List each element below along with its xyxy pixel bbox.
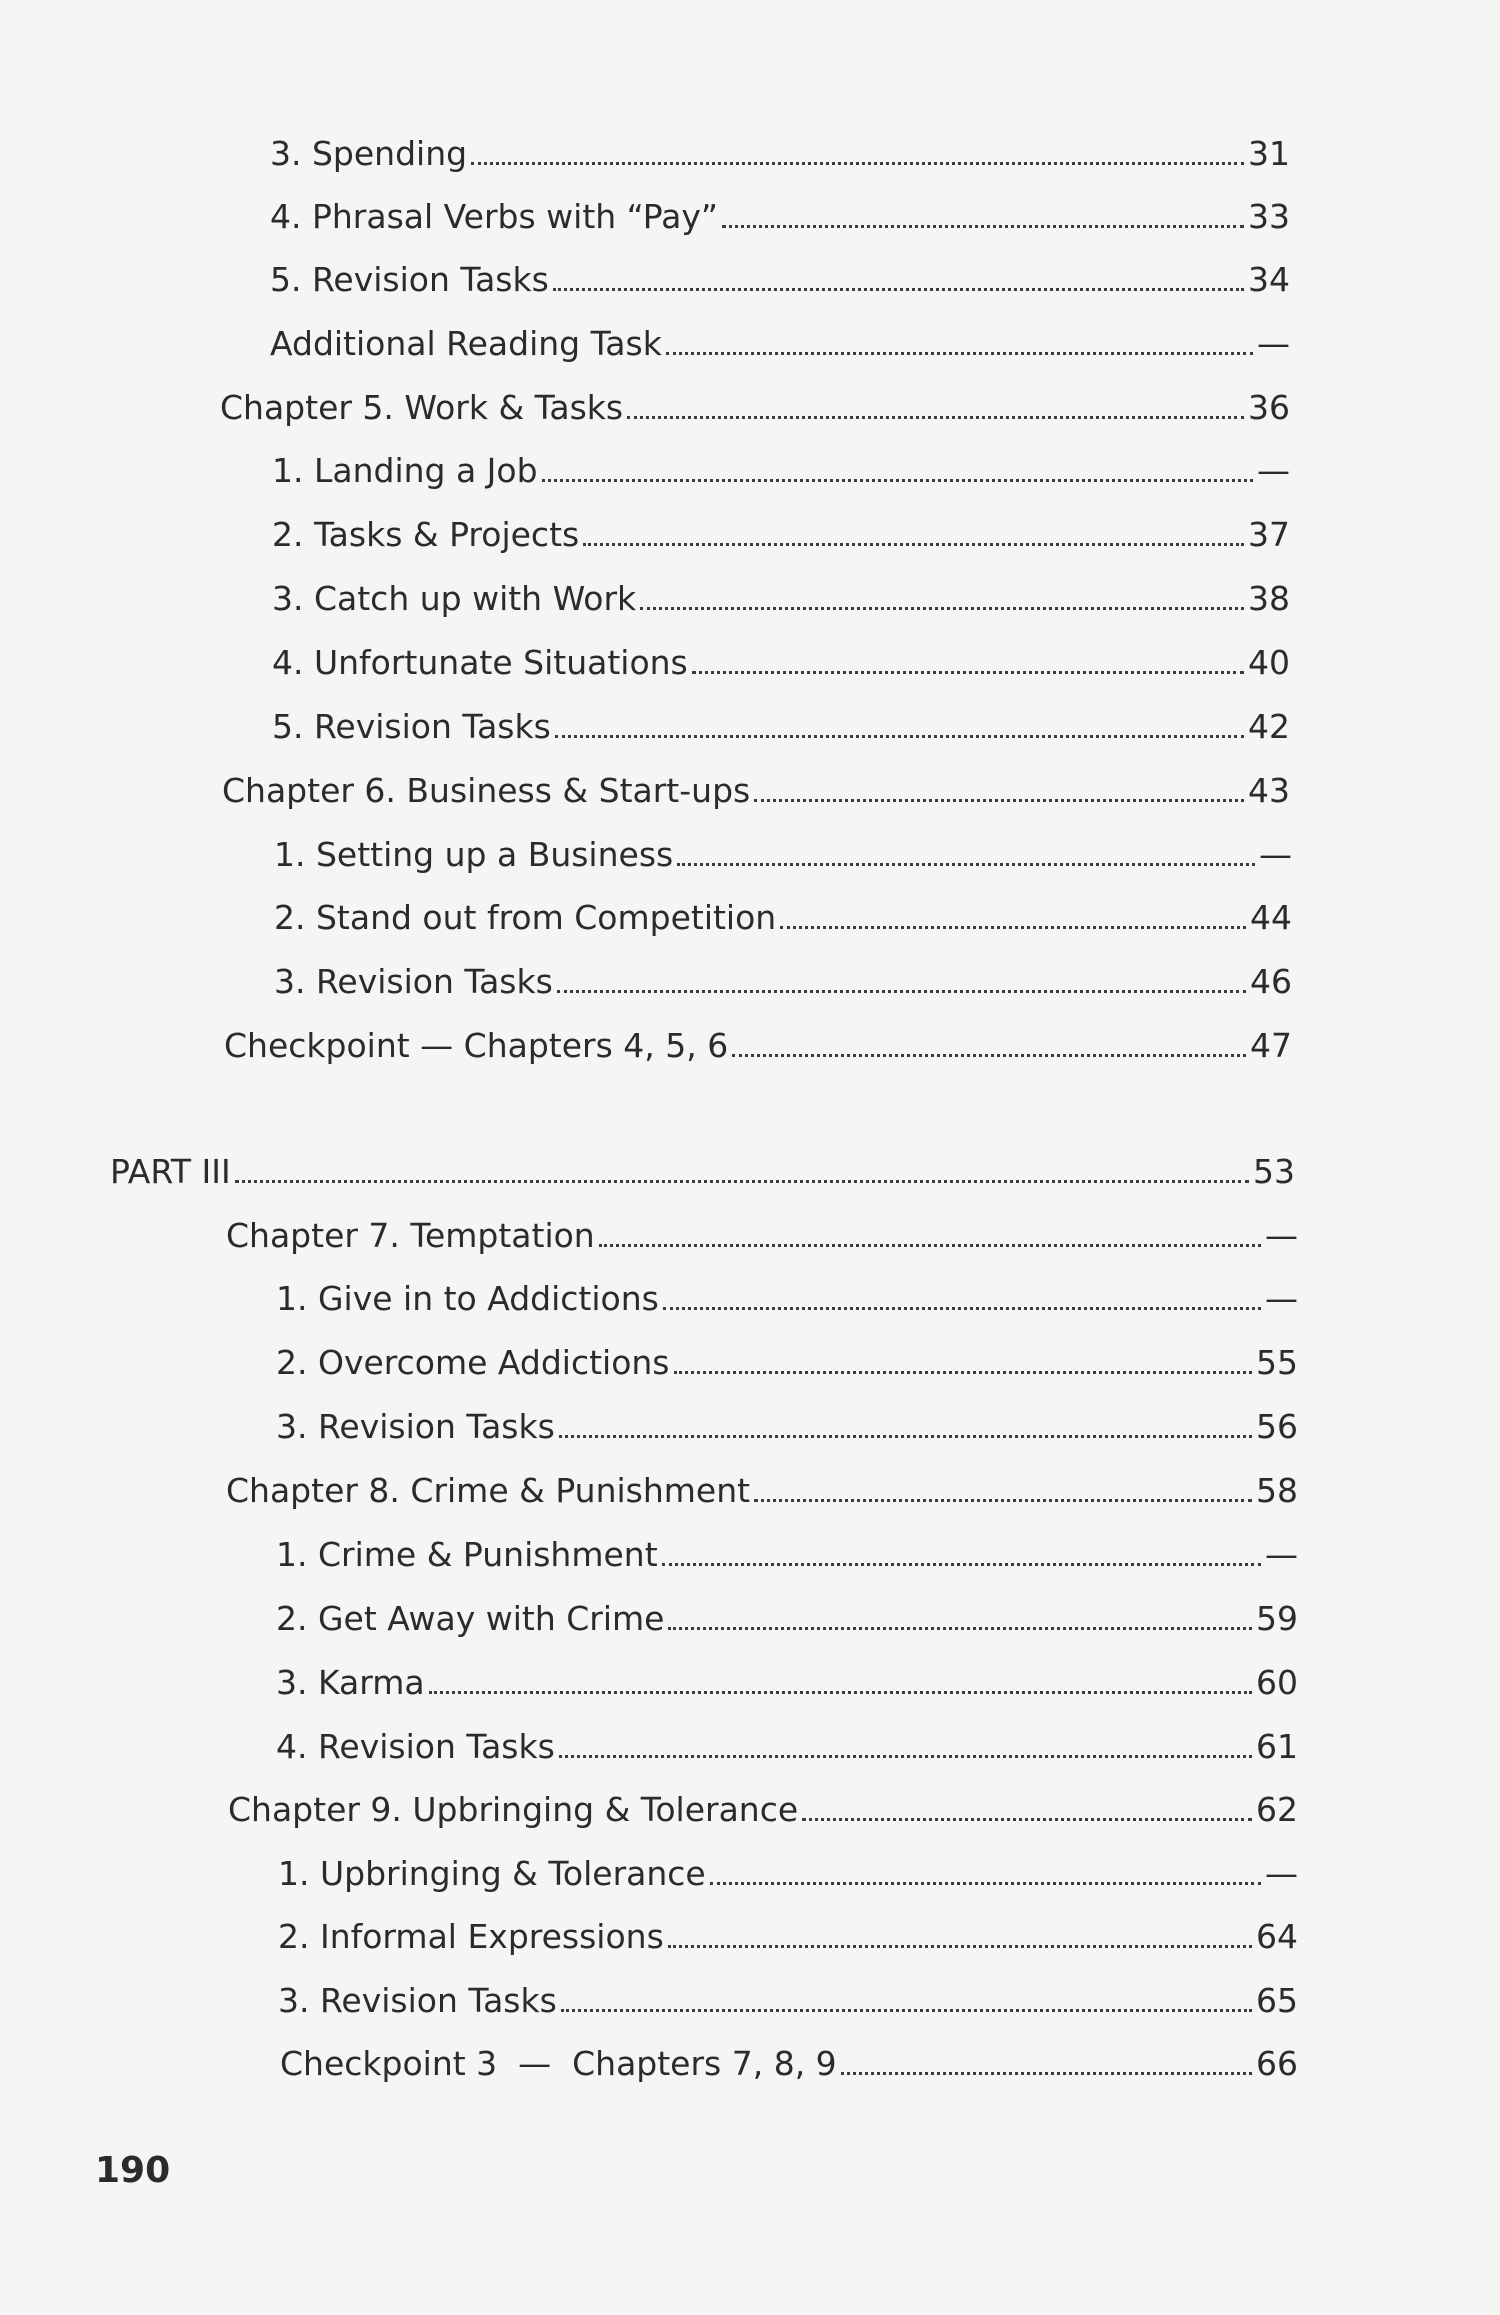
dot-leader [674, 1371, 1252, 1374]
toc-entry-label: 1. Crime & Punishment [276, 1535, 658, 1574]
toc-entry-label: Chapter 7. Temptation [226, 1216, 595, 1255]
dot-leader [841, 2072, 1252, 2075]
toc-entry-label: 4. Phrasal Verbs with “Pay” [270, 197, 719, 236]
toc-entry [220, 387, 1290, 429]
toc-entry-label: 5. Revision Tasks [272, 707, 551, 746]
toc-entry-page: 55 [1256, 1343, 1298, 1382]
toc-entry-label: 2. Tasks & Projects [272, 515, 580, 554]
toc-entry-label: 4. Revision Tasks [276, 1727, 555, 1766]
toc-entry [276, 1662, 1298, 1704]
toc-entry [278, 1980, 1298, 2022]
toc-entry [270, 323, 1290, 365]
toc-part-heading [110, 1151, 1295, 1193]
toc-entry [224, 1025, 1292, 1067]
toc-entry-page: 38 [1248, 579, 1290, 618]
toc-entry-page: — [1265, 1854, 1298, 1893]
toc-entry-label: 3. Catch up with Work [272, 579, 637, 618]
dot-leader [555, 735, 1244, 738]
dot-leader [802, 1818, 1252, 1821]
dot-leader [429, 1691, 1252, 1694]
toc-entry-page: 61 [1256, 1727, 1298, 1766]
toc-entry [276, 1598, 1298, 1640]
dot-leader [561, 2009, 1252, 2012]
toc-entry-label: PART III [110, 1152, 231, 1191]
dot-leader [471, 162, 1244, 165]
toc-entry-page: — [1265, 1535, 1298, 1574]
toc-entry [276, 1726, 1298, 1768]
toc-entry [274, 897, 1292, 939]
dot-leader [599, 1244, 1261, 1247]
dot-leader [627, 416, 1244, 419]
toc-entry-label: Chapter 5. Work & Tasks [220, 388, 624, 427]
toc-entry-label: 1. Give in to Addictions [276, 1279, 659, 1318]
toc-entry-label: 3. Spending [270, 134, 468, 173]
toc-entry-label: Additional Reading Task [270, 324, 662, 363]
dot-leader [780, 926, 1246, 929]
toc-entry [276, 1406, 1298, 1448]
toc-entry-label: Chapter 6. Business & Start-ups [222, 771, 751, 810]
toc-entry [274, 961, 1292, 1003]
toc-entry-label: 1. Setting up a Business [274, 835, 674, 874]
toc-entry-label: Checkpoint 3 — Chapters 7, 8, 9 [280, 2044, 837, 2083]
dot-leader [557, 990, 1246, 993]
dot-leader [583, 543, 1244, 546]
toc-entry [276, 1278, 1298, 1320]
toc-entry-page: 65 [1256, 1981, 1298, 2020]
toc-entry-label: 3. Revision Tasks [276, 1407, 555, 1446]
toc-entry [222, 770, 1290, 812]
toc-entry-label: 2. Overcome Addictions [276, 1343, 670, 1382]
toc-entry [278, 1916, 1298, 1958]
toc-entry [272, 642, 1290, 684]
toc-entry-label: 3. Karma [276, 1663, 425, 1702]
toc-entry-page: 47 [1250, 1026, 1292, 1065]
dot-leader [754, 1499, 1252, 1502]
dot-leader [640, 607, 1244, 610]
toc-entry [226, 1215, 1298, 1257]
dot-leader [559, 1435, 1252, 1438]
dot-leader [542, 479, 1253, 482]
toc-entry-page: 33 [1248, 197, 1290, 236]
dot-leader [677, 863, 1255, 866]
toc-entry-label: 3. Revision Tasks [274, 962, 553, 1001]
toc-entry-page: 37 [1248, 515, 1290, 554]
dot-leader [662, 1563, 1261, 1566]
toc-entry [278, 1853, 1298, 1895]
toc-entry-label: Chapter 8. Crime & Punishment [226, 1471, 751, 1510]
toc-entry-label: Checkpoint — Chapters 4, 5, 6 [224, 1026, 729, 1065]
toc-entry-page: 53 [1253, 1152, 1295, 1191]
toc-entry [270, 259, 1290, 301]
dot-leader [559, 1755, 1252, 1758]
toc-entry-page: 44 [1250, 898, 1292, 937]
toc-entry-label: 5. Revision Tasks [270, 260, 549, 299]
dot-leader [668, 1945, 1252, 1948]
toc-entry-page: 56 [1256, 1407, 1298, 1446]
toc-entry-label: 2. Informal Expressions [278, 1917, 664, 1956]
toc-entry-page: 64 [1256, 1917, 1298, 1956]
toc-entry [274, 834, 1292, 876]
dot-leader [663, 1307, 1261, 1310]
dot-leader [754, 799, 1244, 802]
toc-entry-label: 1. Landing a Job [272, 451, 538, 490]
dot-leader [668, 1627, 1252, 1630]
toc-entry [228, 1789, 1298, 1831]
toc-entry-page: 59 [1256, 1599, 1298, 1638]
toc-entry-page: — [1259, 835, 1292, 874]
toc-entry-page: — [1257, 324, 1290, 363]
dot-leader [553, 288, 1244, 291]
toc-entry [276, 1534, 1298, 1576]
toc-entry-page: 42 [1248, 707, 1290, 746]
toc-entry [272, 514, 1290, 556]
toc-entry-page: 46 [1250, 962, 1292, 1001]
toc-entry-page: 60 [1256, 1663, 1298, 1702]
dot-leader [710, 1882, 1261, 1885]
toc-entry-page: — [1257, 451, 1290, 490]
toc-entry-page: 31 [1248, 134, 1290, 173]
toc-entry-label: Chapter 9. Upbringing & Tolerance [228, 1790, 799, 1829]
toc-entry [276, 1342, 1298, 1384]
toc-entry-label: 4. Unfortunate Situations [272, 643, 688, 682]
toc-entry-page: 58 [1256, 1471, 1298, 1510]
toc-entry-page: 62 [1256, 1790, 1298, 1829]
dot-leader [692, 671, 1244, 674]
toc-entry-page: — [1265, 1279, 1298, 1318]
toc-entry [272, 578, 1290, 620]
dot-leader [722, 225, 1244, 228]
toc-entry-page: 34 [1248, 260, 1290, 299]
toc-entry [272, 706, 1290, 748]
toc-entry [280, 2043, 1298, 2085]
dot-leader [732, 1054, 1246, 1057]
dot-leader [666, 352, 1253, 355]
toc-entry [270, 196, 1290, 238]
toc-entry-page: 36 [1248, 388, 1290, 427]
toc-entry-label: 2. Stand out from Competition [274, 898, 777, 937]
toc-entry-page: 43 [1248, 771, 1290, 810]
toc-entry [272, 450, 1290, 492]
dot-leader [235, 1180, 1249, 1183]
toc-entry-label: 2. Get Away with Crime [276, 1599, 665, 1638]
toc-entry [270, 133, 1290, 175]
toc-entry-page: 66 [1256, 2044, 1298, 2083]
toc-entry-page: — [1265, 1216, 1298, 1255]
toc-entry-page: 40 [1248, 643, 1290, 682]
page-number: 190 [95, 2150, 171, 2191]
toc-entry-label: 1. Upbringing & Tolerance [278, 1854, 706, 1893]
toc-entry [226, 1470, 1298, 1512]
toc-entry-label: 3. Revision Tasks [278, 1981, 557, 2020]
